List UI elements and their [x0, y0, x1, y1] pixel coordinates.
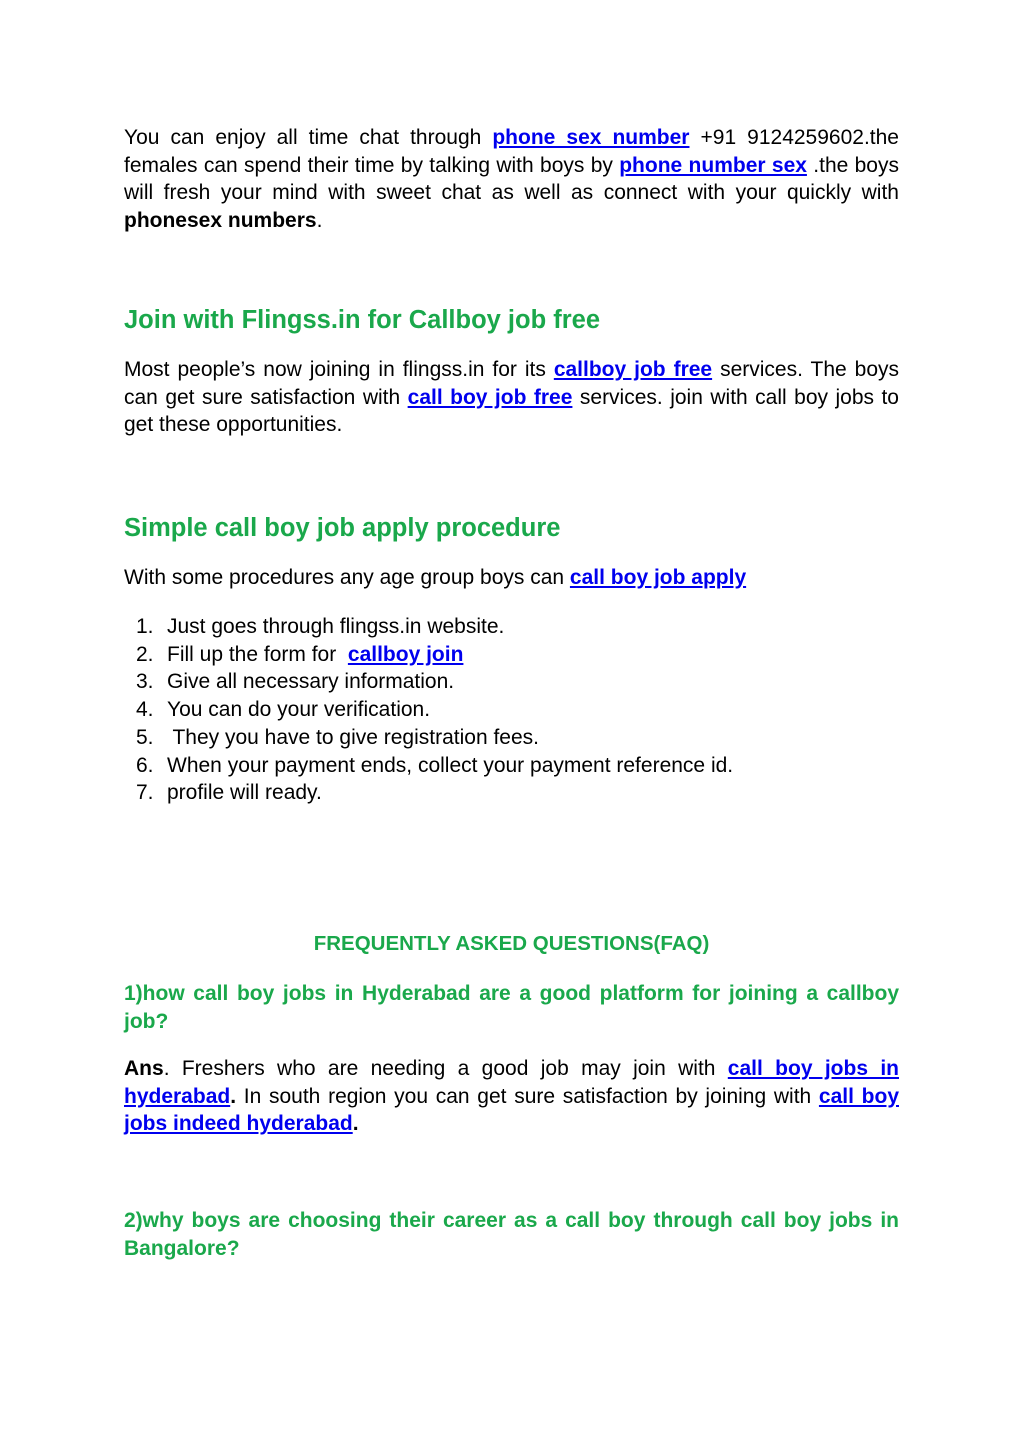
apply-steps-list [124, 613, 899, 807]
intro-text-1: You can enjoy all time chat through [124, 126, 493, 149]
section-join-heading-block [124, 305, 899, 335]
answer-end-dot: . [352, 1112, 359, 1136]
intro-text-3: .the boys will fresh your mind with sweet chat as well as connect with your quickly with [124, 153, 899, 205]
step-number: 5. [136, 725, 154, 749]
step-text: Give all necessary information. [167, 670, 455, 694]
answer-text-2: In south region you can get sure satisfaction by joining with [236, 1084, 819, 1108]
section-apply-lead [124, 564, 899, 592]
join-text-3: services. join with call boy jobs to get these opportunities. [124, 385, 899, 437]
intro-paragraph-block [124, 124, 899, 235]
step-text: When your payment ends, collect your payment reference id. [167, 753, 734, 777]
section-join-paragraph [124, 356, 899, 439]
answer-text-1: . Freshers who are needing a good job may join with [163, 1057, 728, 1080]
step-number: 3. [136, 670, 154, 694]
list-item [124, 641, 899, 669]
step-text: You can do your verification. [167, 698, 431, 722]
intro-text-4: . [316, 209, 323, 233]
call-boy-jobs-in-hyderabad-link[interactable]: call boy jobs in hyderabad [124, 1057, 899, 1108]
phone-number-sex-link[interactable]: phone number sex [619, 153, 807, 177]
step-number: 4. [136, 698, 154, 722]
section-join-heading: Join with Flingss.in for Callboy job free [124, 306, 601, 334]
section-apply-heading-block [124, 513, 899, 543]
step-text: Fill up the form for [167, 642, 348, 666]
call-boy-jobs-indeed-hyderabad-link[interactable]: call boy jobs indeed hyderabad [124, 1084, 899, 1136]
faq-title: FREQUENTLY ASKED QUESTIONS(FAQ) [313, 932, 710, 955]
intro-paragraph [124, 124, 899, 235]
callboy-job-free-link[interactable]: callboy job free [553, 358, 713, 381]
step-number: 6. [136, 753, 154, 777]
list-item [124, 696, 899, 724]
section-apply-lead-block [124, 564, 899, 592]
join-text-1: Most people’s now joining in flingss.in for its [124, 358, 554, 381]
apply-steps-block [124, 613, 899, 807]
answer-bold-dot: . [230, 1084, 237, 1108]
faq-question-1: 1)how call boy jobs in Hyderabad are a good platform for joining a callboy job? [124, 982, 899, 1033]
section-apply-heading: Simple call boy job apply procedure [124, 514, 561, 542]
call-boy-job-apply-link[interactable]: call boy job apply [569, 566, 747, 589]
call-boy-job-free-link[interactable]: call boy job free [407, 385, 573, 409]
list-item [124, 724, 899, 752]
step-text: Just goes through flingss.in website. [167, 615, 505, 638]
intro-text-2: +91 9124259602.the females can spend their time by talking with boys by [124, 126, 899, 177]
phone-sex-number-link[interactable]: phone sex number [492, 126, 690, 149]
list-item [124, 668, 899, 696]
step-number: 7. [136, 781, 154, 805]
faq-question-1-block [124, 980, 899, 1035]
answer-label: Ans [124, 1057, 164, 1080]
join-text-2: services. The boys can get sure satisfaction with [124, 358, 899, 409]
step-text: They you have to give registration fees. [167, 725, 539, 749]
step-text: profile will ready. [167, 781, 322, 805]
faq-answer-1-block [124, 1055, 899, 1138]
list-item [124, 752, 899, 780]
list-item [124, 613, 899, 641]
list-item [124, 779, 899, 807]
apply-lead-text: With some procedures any age group boys can [124, 566, 570, 589]
faq-question-2: 2)why boys are choosing their career as a call boy through call boy jobs in Bangalore? [124, 1209, 899, 1260]
section-join-paragraph-block [124, 356, 899, 439]
faq-question-2-block [124, 1207, 899, 1262]
step-number: 1. [136, 615, 154, 638]
callboy-join-link[interactable]: callboy join [347, 642, 464, 666]
step-number: 2. [136, 642, 154, 666]
phonesex-numbers-bold: phonesex numbers [124, 209, 317, 233]
faq-answer-1 [124, 1055, 899, 1138]
